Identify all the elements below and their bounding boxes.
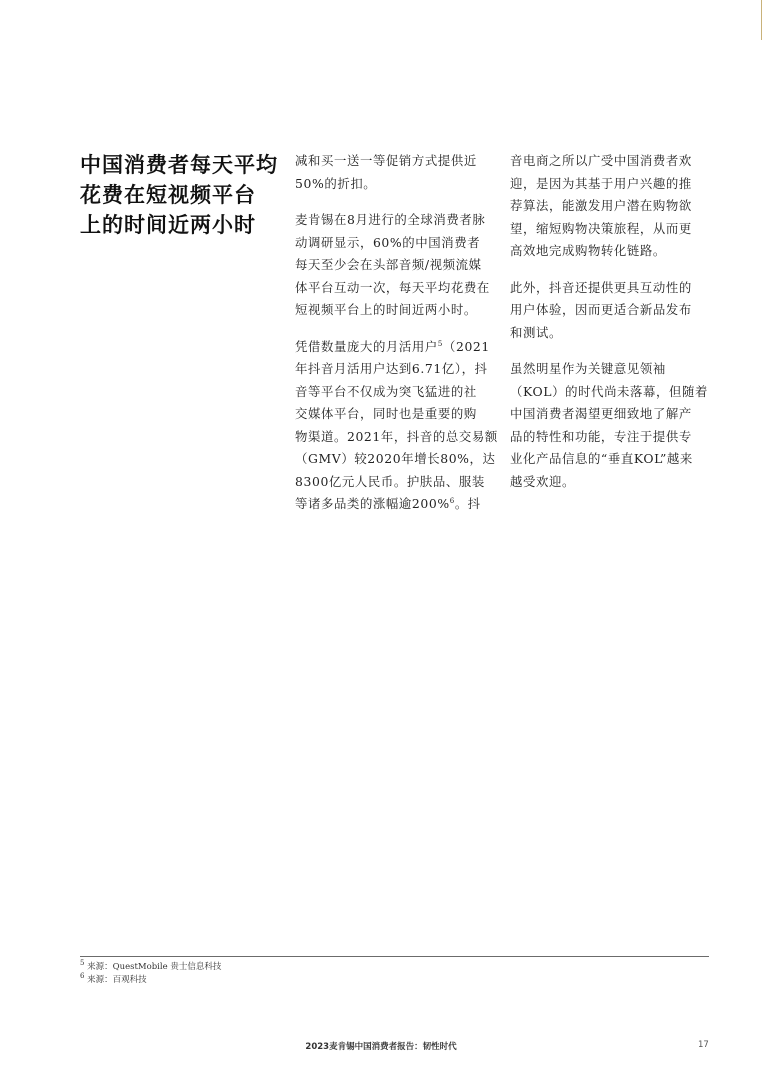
text-line: 物渠道。2021年，抖音的总交易额: [295, 428, 498, 444]
paragraph: [295, 209, 495, 322]
paragraph: [510, 277, 710, 345]
footnote-ref-6: 6: [449, 496, 455, 505]
heading-line-1: 中国消费者每天平均: [80, 152, 278, 177]
body-column-1: [295, 150, 498, 530]
footnote-ref-5: 5: [437, 339, 443, 348]
text-line: （KOL）的时代尚未落幕，但随着: [510, 383, 708, 399]
text-line: 音电商之所以广受中国消费者欢: [510, 153, 692, 168]
text-line: 麦肯锡在8月进行的全球消费者脉: [295, 212, 486, 227]
footnote-divider: [80, 956, 709, 957]
text-line: 交媒体平台，同时也是重要的购: [295, 406, 477, 421]
text-line: 此外，抖音还提供更具互动性的: [510, 279, 692, 295]
footnote-number: 5: [80, 959, 85, 968]
text-line: 和测试。: [510, 324, 562, 340]
text-line: 用户体验，因而更适合新品发布: [510, 302, 692, 317]
text-line: 中国消费者渴望更细致地了解产: [510, 406, 692, 421]
text-fragment: 。抖: [454, 496, 481, 511]
footnotes: [80, 961, 221, 987]
footnote-6: [80, 974, 221, 987]
text-line: 虽然明星作为关键意见领袖: [510, 361, 666, 376]
text-line: （GMV）较2020年增长80%，达: [295, 451, 496, 466]
page-number: 17: [698, 1040, 709, 1050]
text-line: 越受欢迎。: [510, 473, 575, 489]
text-fragment: （2021: [442, 338, 490, 354]
text-line: 减和买一送一等促销方式提供近: [295, 153, 477, 168]
text-line: 业化产品信息的“垂直KOL”越来: [510, 451, 693, 466]
text-line: 望，缩短购物决策旅程，从而更: [510, 220, 692, 236]
paragraph: [510, 150, 710, 263]
text-line: [295, 336, 495, 359]
text-line: 每天至少会在头部音频/视频流媒: [295, 257, 482, 272]
paragraph: [295, 150, 495, 195]
text-line: 体平台互动一次，每天平均花费在: [295, 279, 490, 295]
text-line: 迎，是因为其基于用户兴趣的推: [510, 175, 692, 191]
footnote-text: 来源：百观科技: [87, 975, 147, 985]
text-line: 年抖音月活用户达到6.71亿），抖: [295, 361, 488, 376]
report-footer-title: 2023麦肯锡中国消费者报告：韧性时代: [305, 1042, 457, 1052]
section-heading: [80, 150, 280, 240]
paragraph: [510, 358, 710, 493]
text-line: [295, 493, 495, 516]
text-fragment: 凭借数量庞大的月活用户: [295, 338, 438, 354]
text-line: 品的特性和功能，专注于提供专: [510, 428, 692, 444]
text-line: 动调研显示，60%的中国消费者: [295, 234, 481, 250]
footnote-5: [80, 961, 221, 974]
footnote-number: 6: [80, 972, 85, 981]
paragraph: [295, 336, 498, 516]
text-line: 高效地完成购物转化链路。: [510, 243, 666, 258]
text-line: 音等平台不仅成为突飞猛进的社: [295, 383, 477, 399]
text-line: 短视频平台上的时间近两小时。: [295, 302, 477, 317]
body-column-2: [510, 150, 710, 507]
text-line: 8300亿元人民币。护肤品、服装: [295, 473, 485, 489]
heading-line-2: 花费在短视频平台: [80, 182, 256, 207]
heading-line-3: 上的时间近两小时: [80, 212, 256, 237]
footnote-text: 来源：QuestMobile 贵士信息科技: [87, 962, 222, 972]
text-line: 50%的折扣。: [295, 175, 377, 191]
text-fragment: 等诸多品类的涨幅逾200%: [295, 496, 450, 511]
text-line: 荐算法，能激发用户潜在购物欲: [510, 198, 692, 213]
